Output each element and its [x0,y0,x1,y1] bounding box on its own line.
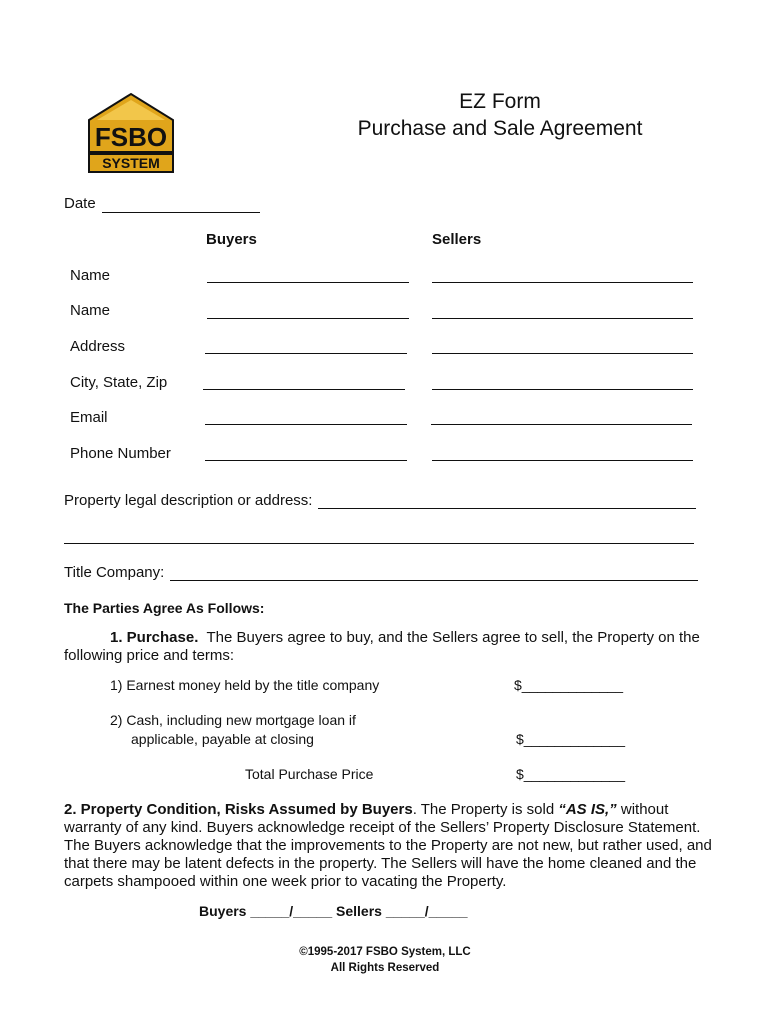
cash-label-line-1: 2) Cash, including new mortgage loan if [110,712,356,728]
copyright-text: ©1995-2017 FSBO System, LLC [299,946,471,958]
seller-email-field[interactable] [431,424,692,425]
total-purchase-price-label: Total Purchase Price [245,766,374,782]
purchase-text: The Buyers agree to buy, and the Sellers agree to sell, the Property on the following price and terms: [64,629,700,664]
property-label: Property legal description or address: [64,492,313,509]
total-purchase-price-amount[interactable]: $_____________ [516,766,626,782]
row-label-email: Email [70,409,108,426]
logo-system-text: SYSTEM [102,155,160,171]
buyer-email-field[interactable] [205,424,407,425]
title-line-1: EZ Form [459,90,541,113]
seller-address-field[interactable] [432,353,693,354]
buyers-column-header: Buyers [206,231,257,248]
purchase-heading: 1. Purchase. [110,629,199,646]
earnest-money-label: 1) Earnest money held by the title company [110,677,380,693]
buyer-name-2-field[interactable] [207,318,409,319]
seller-name-1-field[interactable] [432,282,693,283]
row-label-phone-number: Phone Number [70,445,171,462]
cash-amount[interactable]: $_____________ [516,731,626,747]
logo-fsbo-text: FSBO [94,122,168,152]
buyer-name-1-field[interactable] [207,282,409,283]
buyer-address-field[interactable] [205,353,407,354]
condition-text-a: . The Property is sold [412,801,559,818]
parties-heading: The Parties Agree As Follows: [64,600,265,616]
property-field[interactable] [318,508,696,509]
seller-city-state-zip-field[interactable] [432,389,693,390]
title-line-2: Purchase and Sale Agreement [357,117,643,140]
seller-name-2-field[interactable] [432,318,693,319]
rights-reserved-text: All Rights Reserved [330,962,440,974]
property-field-continued[interactable] [64,543,694,544]
row-label-city-state-zip: City, State, Zip [70,374,168,391]
fsbo-system-logo [85,90,177,174]
earnest-money-amount[interactable]: $_____________ [514,677,624,693]
cash-label-line-2: applicable, payable at closing [131,731,314,747]
sellers-column-header: Sellers [432,231,482,248]
purchase-paragraph [64,629,714,665]
buyer-phone-field[interactable] [205,460,407,461]
condition-heading: 2. Property Condition, Risks Assumed by Buyers [64,801,413,818]
row-label-address: Address [70,338,126,355]
date-label: Date [64,195,96,212]
title-company-field[interactable] [170,580,698,581]
condition-text-b: without warranty of any kind. Buyers acknowledge receipt of the Sellers’ Property Disclosure Statement. The Buyers acknowledge that the improvements to the Property are not new, but rather used, and that there may be latent defects in the property. The Sellers will have the home cleaned and the carpets shampooed within one week prior to vacating the Property. [64,801,712,890]
row-label-name-2: Name [70,302,111,319]
initials-line[interactable]: Buyers _____/_____ Sellers _____/_____ [199,903,468,919]
row-label-name-1: Name [70,267,111,284]
buyer-city-state-zip-field[interactable] [203,389,405,390]
as-is-text: “AS IS,” [558,801,617,818]
seller-phone-field[interactable] [432,460,693,461]
title-company-label: Title Company: [64,564,165,581]
property-condition-paragraph [64,801,714,891]
date-field[interactable] [102,212,260,213]
